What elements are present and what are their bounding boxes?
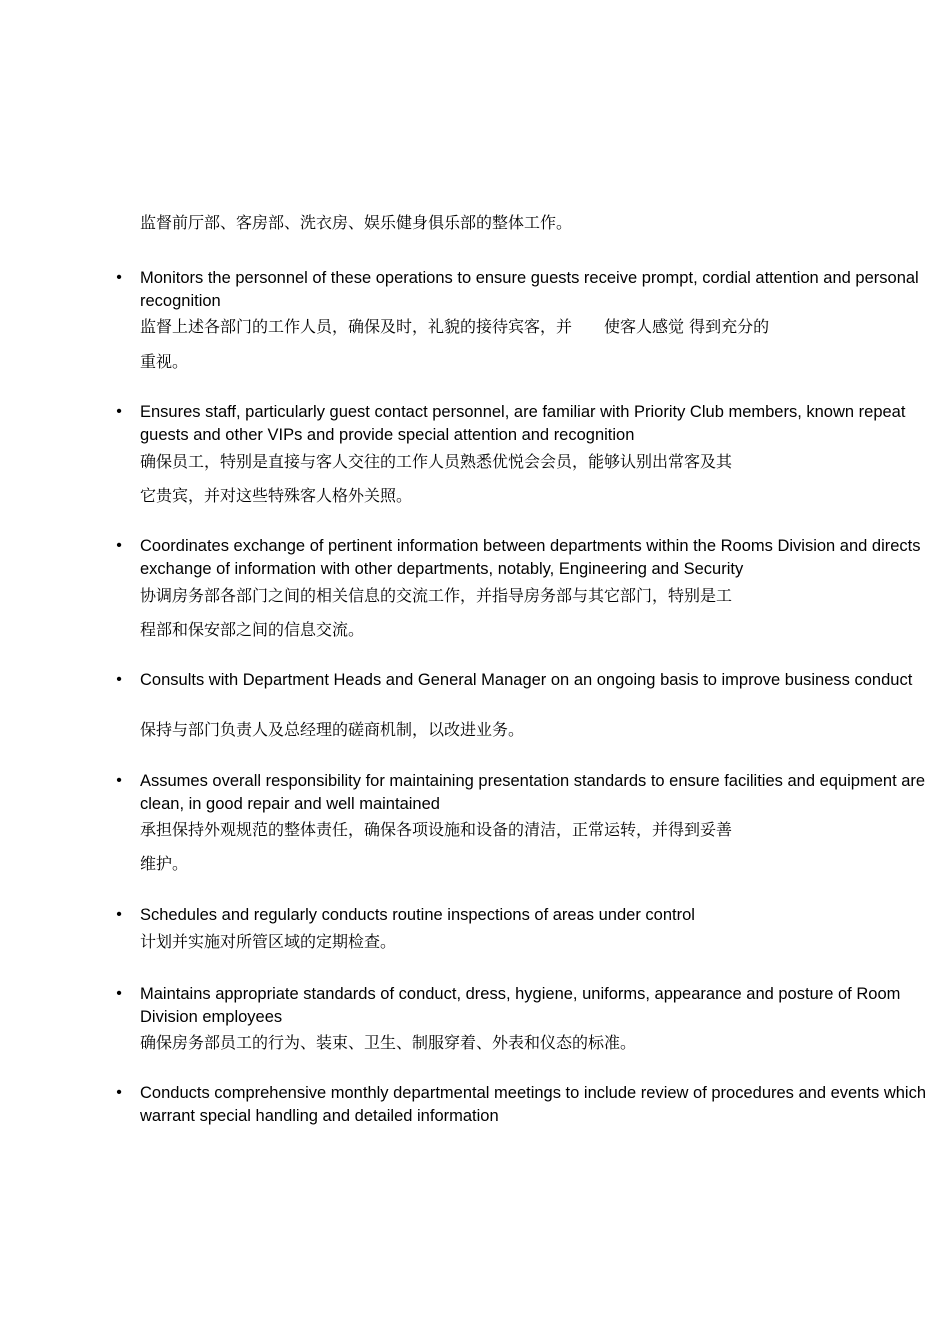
item-chinese-text: 承担保持外观规范的整体责任，确保各项设施和设备的清洁，正常运转，并得到妥善 bbox=[140, 820, 733, 839]
item-english-text: Consults with Department Heads and General Manager on an ongoing basis to improve business conduct bbox=[140, 671, 913, 689]
bullet-icon: • bbox=[116, 772, 122, 789]
bullet-icon: • bbox=[116, 269, 122, 286]
item-chinese-text: 计划并实施对所管区域的定期检查。 bbox=[140, 932, 397, 951]
bullet-icon: • bbox=[116, 403, 122, 420]
item-chinese-text: 程部和保安部之间的信息交流。 bbox=[140, 620, 365, 639]
item-chinese-text: 维护。 bbox=[140, 854, 189, 873]
item-chinese-text: 监督上述各部门的工作人员，确保及时，礼貌的接待宾客，并 使客人感觉 得到充分的 bbox=[140, 317, 770, 336]
item-english-text: Conducts comprehensive monthly departmental meetings to include review of procedures and events which warrant special handling and detailed information bbox=[140, 1084, 927, 1125]
bullet-icon: • bbox=[116, 906, 122, 923]
item-chinese-text: 确保房务部员工的行为、装束、卫生、制服穿着、外表和仪态的标准。 bbox=[140, 1033, 637, 1052]
bullet-icon: • bbox=[116, 1084, 122, 1101]
bullet-icon: • bbox=[116, 985, 122, 1002]
item-english-text: Coordinates exchange of pertinent information between departments within the Rooms Division and directs exchange of information with other departments, notably, Engineering and Security bbox=[140, 537, 921, 578]
bullet-icon: • bbox=[116, 671, 122, 688]
item-english-text: Ensures staff, particularly guest contact personnel, are familiar with Priority Club members, known repeat guests and other VIPs and provide special attention and recognition bbox=[140, 403, 906, 444]
item-chinese-text: 它贵宾，并对这些特殊客人格外关照。 bbox=[140, 486, 413, 505]
item-chinese-text: 确保员工，特别是直接与客人交往的工作人员熟悉优悦会会员，能够认别出常客及其 bbox=[140, 452, 733, 471]
item-english-text: Schedules and regularly conducts routine inspections of areas under control bbox=[140, 906, 695, 924]
item-chinese-text: 保持与部门负责人及总经理的磋商机制，以改进业务。 bbox=[140, 720, 525, 739]
item-english-text: Monitors the personnel of these operations to ensure guests receive prompt, cordial attention and personal recognition bbox=[140, 269, 919, 310]
item-chinese-text: 协调房务部各部门之间的相关信息的交流工作，并指导房务部与其它部门，特别是工 bbox=[140, 586, 733, 605]
item-chinese-text: 重视。 bbox=[140, 352, 189, 371]
bullet-icon: • bbox=[116, 537, 122, 554]
item-english-text: Maintains appropriate standards of conduct, dress, hygiene, uniforms, appearance and posture of Room Division employees bbox=[140, 985, 901, 1026]
item-english-text: Assumes overall responsibility for maintaining presentation standards to ensure facilities and equipment are clean, in good repair and well maintained bbox=[140, 772, 926, 813]
intro-text: 监督前厅部、客房部、洗衣房、娱乐健身俱乐部的整体工作。 bbox=[140, 213, 573, 232]
